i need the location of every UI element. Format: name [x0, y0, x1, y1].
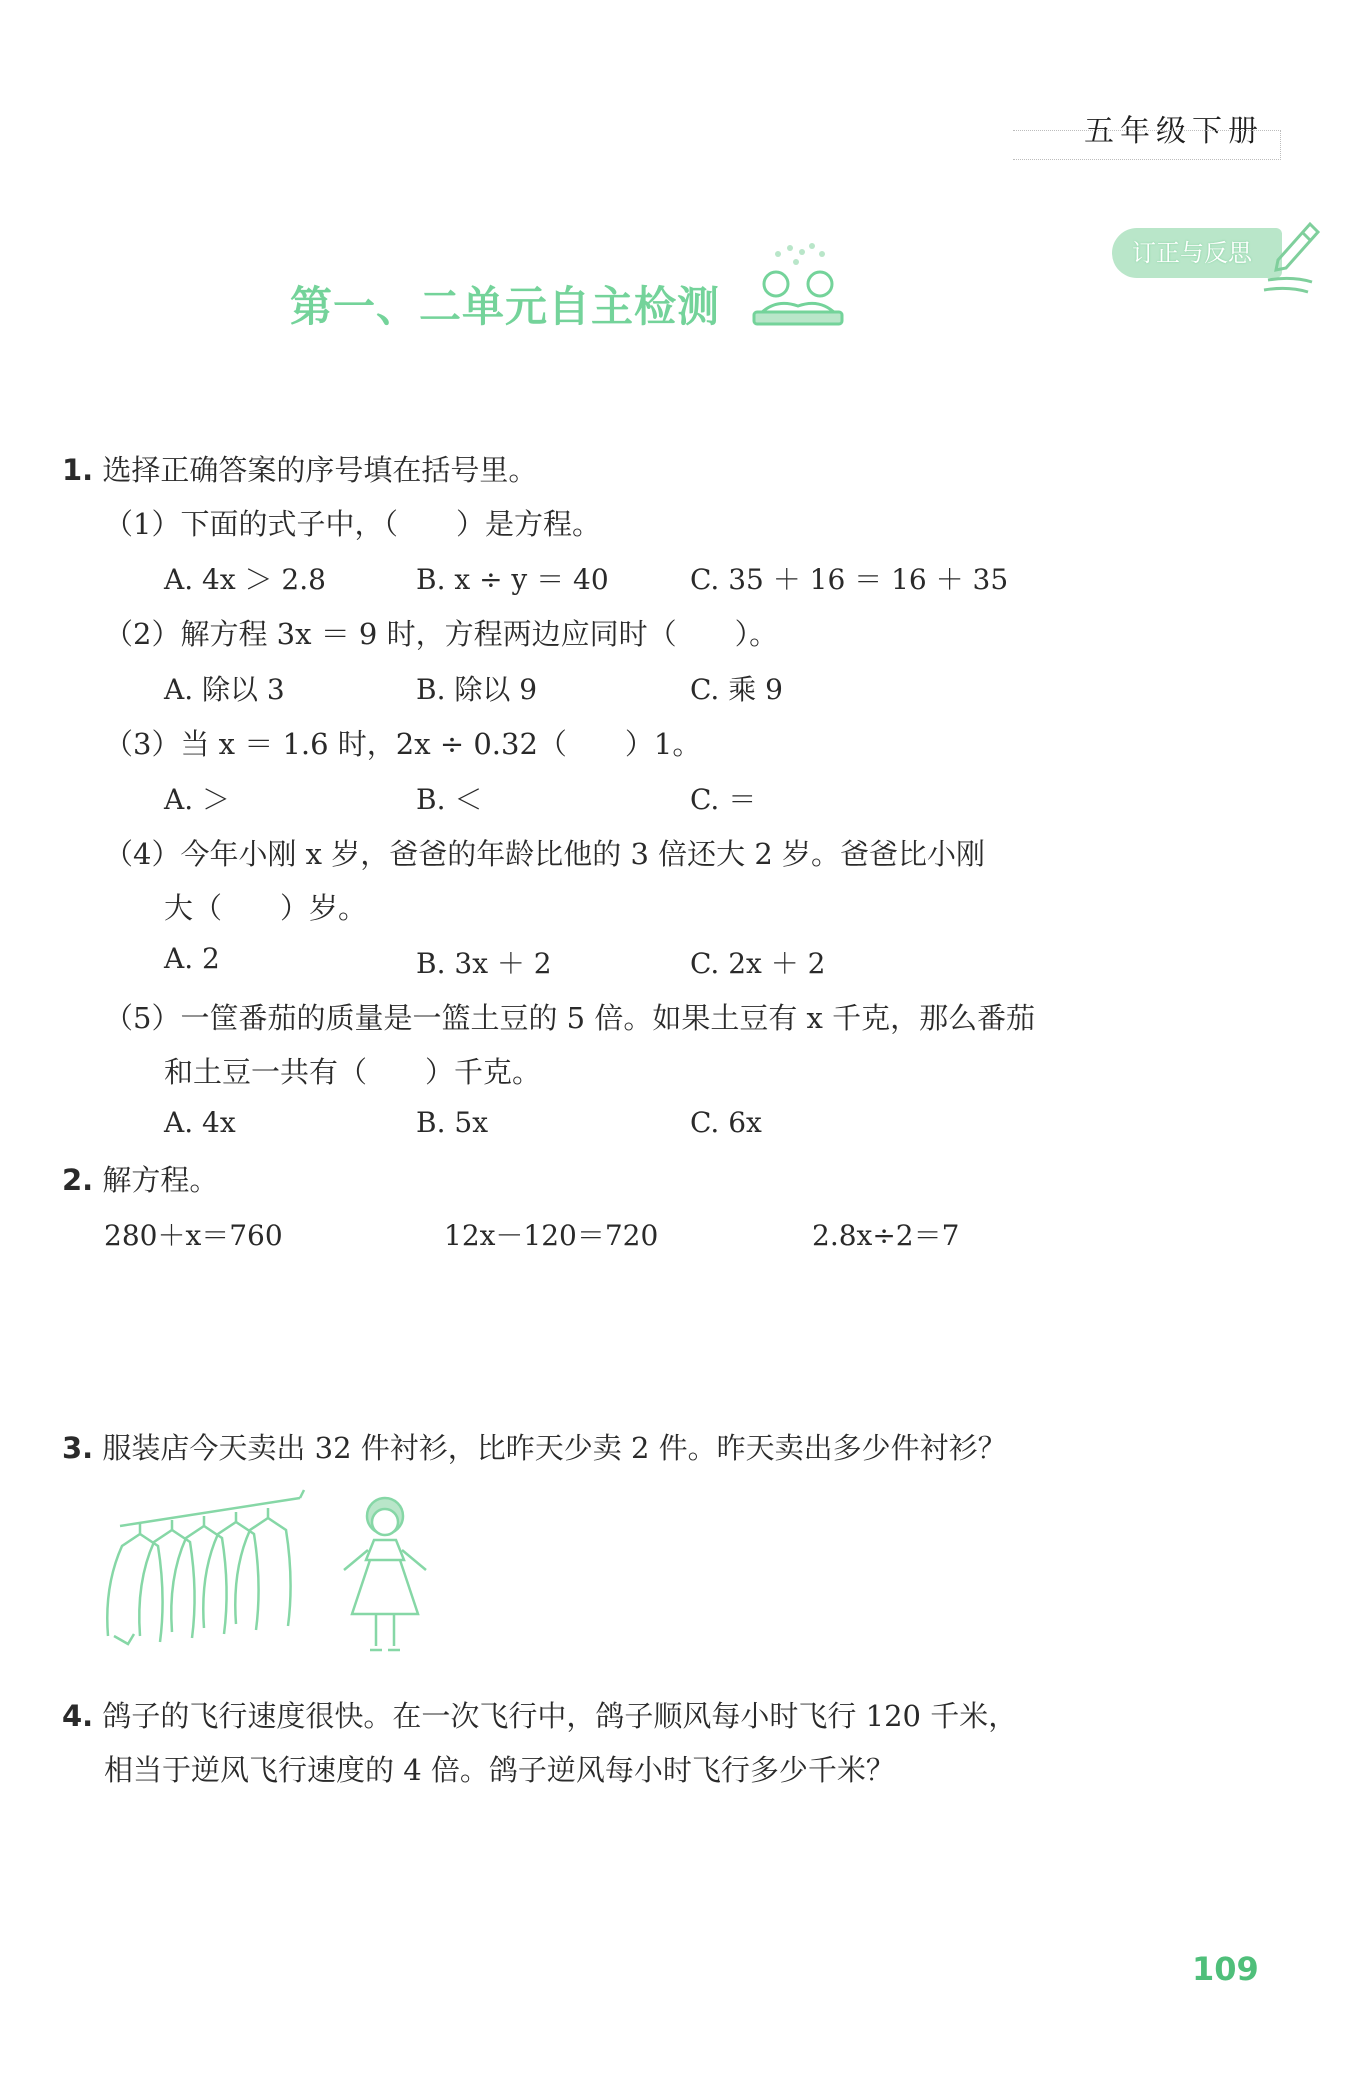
subquestion-5: （5）一筐番茄的质量是一篮土豆的 5 倍。如果土豆有 x 千克，那么番茄: [104, 1001, 1036, 1035]
students-reading-icon: [748, 240, 848, 330]
option-c: C. 乘 9: [690, 673, 783, 706]
option-b: B. ＜: [416, 783, 483, 816]
question-stem-line-1: 鸽子的飞行速度很快。在一次飞行中，鸽子顺风每小时飞行 120 千米，: [102, 1699, 1018, 1733]
option-b: B. 3x ＋ 2: [416, 947, 552, 980]
option-a: A. ＞: [164, 783, 231, 816]
option-a: A. 4x: [164, 1106, 236, 1139]
question-stem: 解方程。: [102, 1163, 219, 1197]
grade-label: 五年级下册: [1084, 114, 1264, 149]
question-number: 2.: [62, 1163, 94, 1197]
option-c: C. ＝: [690, 783, 757, 816]
pencil-icon: [1262, 220, 1322, 300]
question-1: [62, 450, 537, 490]
question-3: [62, 1428, 1007, 1468]
subquestion-4-continued: 大（ ）岁。: [164, 891, 368, 925]
page-title: 第一、二单元自主检测: [290, 282, 721, 331]
grade-label-frame: [1013, 130, 1281, 160]
question-stem: 选择正确答案的序号填在括号里。: [102, 453, 538, 487]
shirt-rack-illustration: [100, 1486, 310, 1646]
option-c: C. 2x ＋ 2: [690, 947, 826, 980]
question-stem: 服装店今天卖出 32 件衬衫，比昨天少卖 2 件。昨天卖出多少件衬衫？: [102, 1431, 1007, 1465]
equation-3: 2.8x÷2＝7: [812, 1219, 960, 1252]
question-number: 4.: [62, 1699, 94, 1733]
subquestion-2: （2）解方程 3x ＝ 9 时，方程两边应同时（ ）。: [104, 617, 779, 651]
option-b: B. 除以 9: [416, 673, 538, 706]
question-number: 1.: [62, 453, 94, 487]
option-c: C. 35 ＋ 16 ＝ 16 ＋ 35: [690, 563, 1009, 596]
option-c: C. 6x: [690, 1106, 762, 1139]
girl-illustration: [330, 1484, 440, 1664]
equation-1: 280＋x＝760: [104, 1219, 283, 1252]
question-number: 3.: [62, 1431, 94, 1465]
question-2: [62, 1160, 218, 1200]
option-b: B. x ÷ y ＝ 40: [416, 563, 609, 596]
page-number: 109: [1192, 1950, 1259, 1988]
subquestion-4: （4）今年小刚 x 岁，爸爸的年龄比他的 3 倍还大 2 岁。爸爸比小刚: [104, 837, 986, 871]
option-b: B. 5x: [416, 1106, 488, 1139]
option-a: A. 4x ＞ 2.8: [164, 563, 326, 596]
option-a: A. 2: [164, 942, 220, 975]
equation-2: 12x－120＝720: [444, 1219, 659, 1252]
question-4: [62, 1696, 1017, 1736]
correction-badge: 订正与反思: [1112, 228, 1282, 278]
option-a: A. 除以 3: [164, 673, 285, 706]
question-stem-line-2: 相当于逆风飞行速度的 4 倍。鸽子逆风每小时飞行多少千米？: [104, 1753, 895, 1787]
subquestion-5-continued: 和土豆一共有（ ）千克。: [164, 1055, 542, 1089]
subquestion-1: （1）下面的式子中，（ ）是方程。: [104, 507, 601, 541]
subquestion-3: （3）当 x ＝ 1.6 时，2x ÷ 0.32（ ）1。: [104, 727, 702, 761]
